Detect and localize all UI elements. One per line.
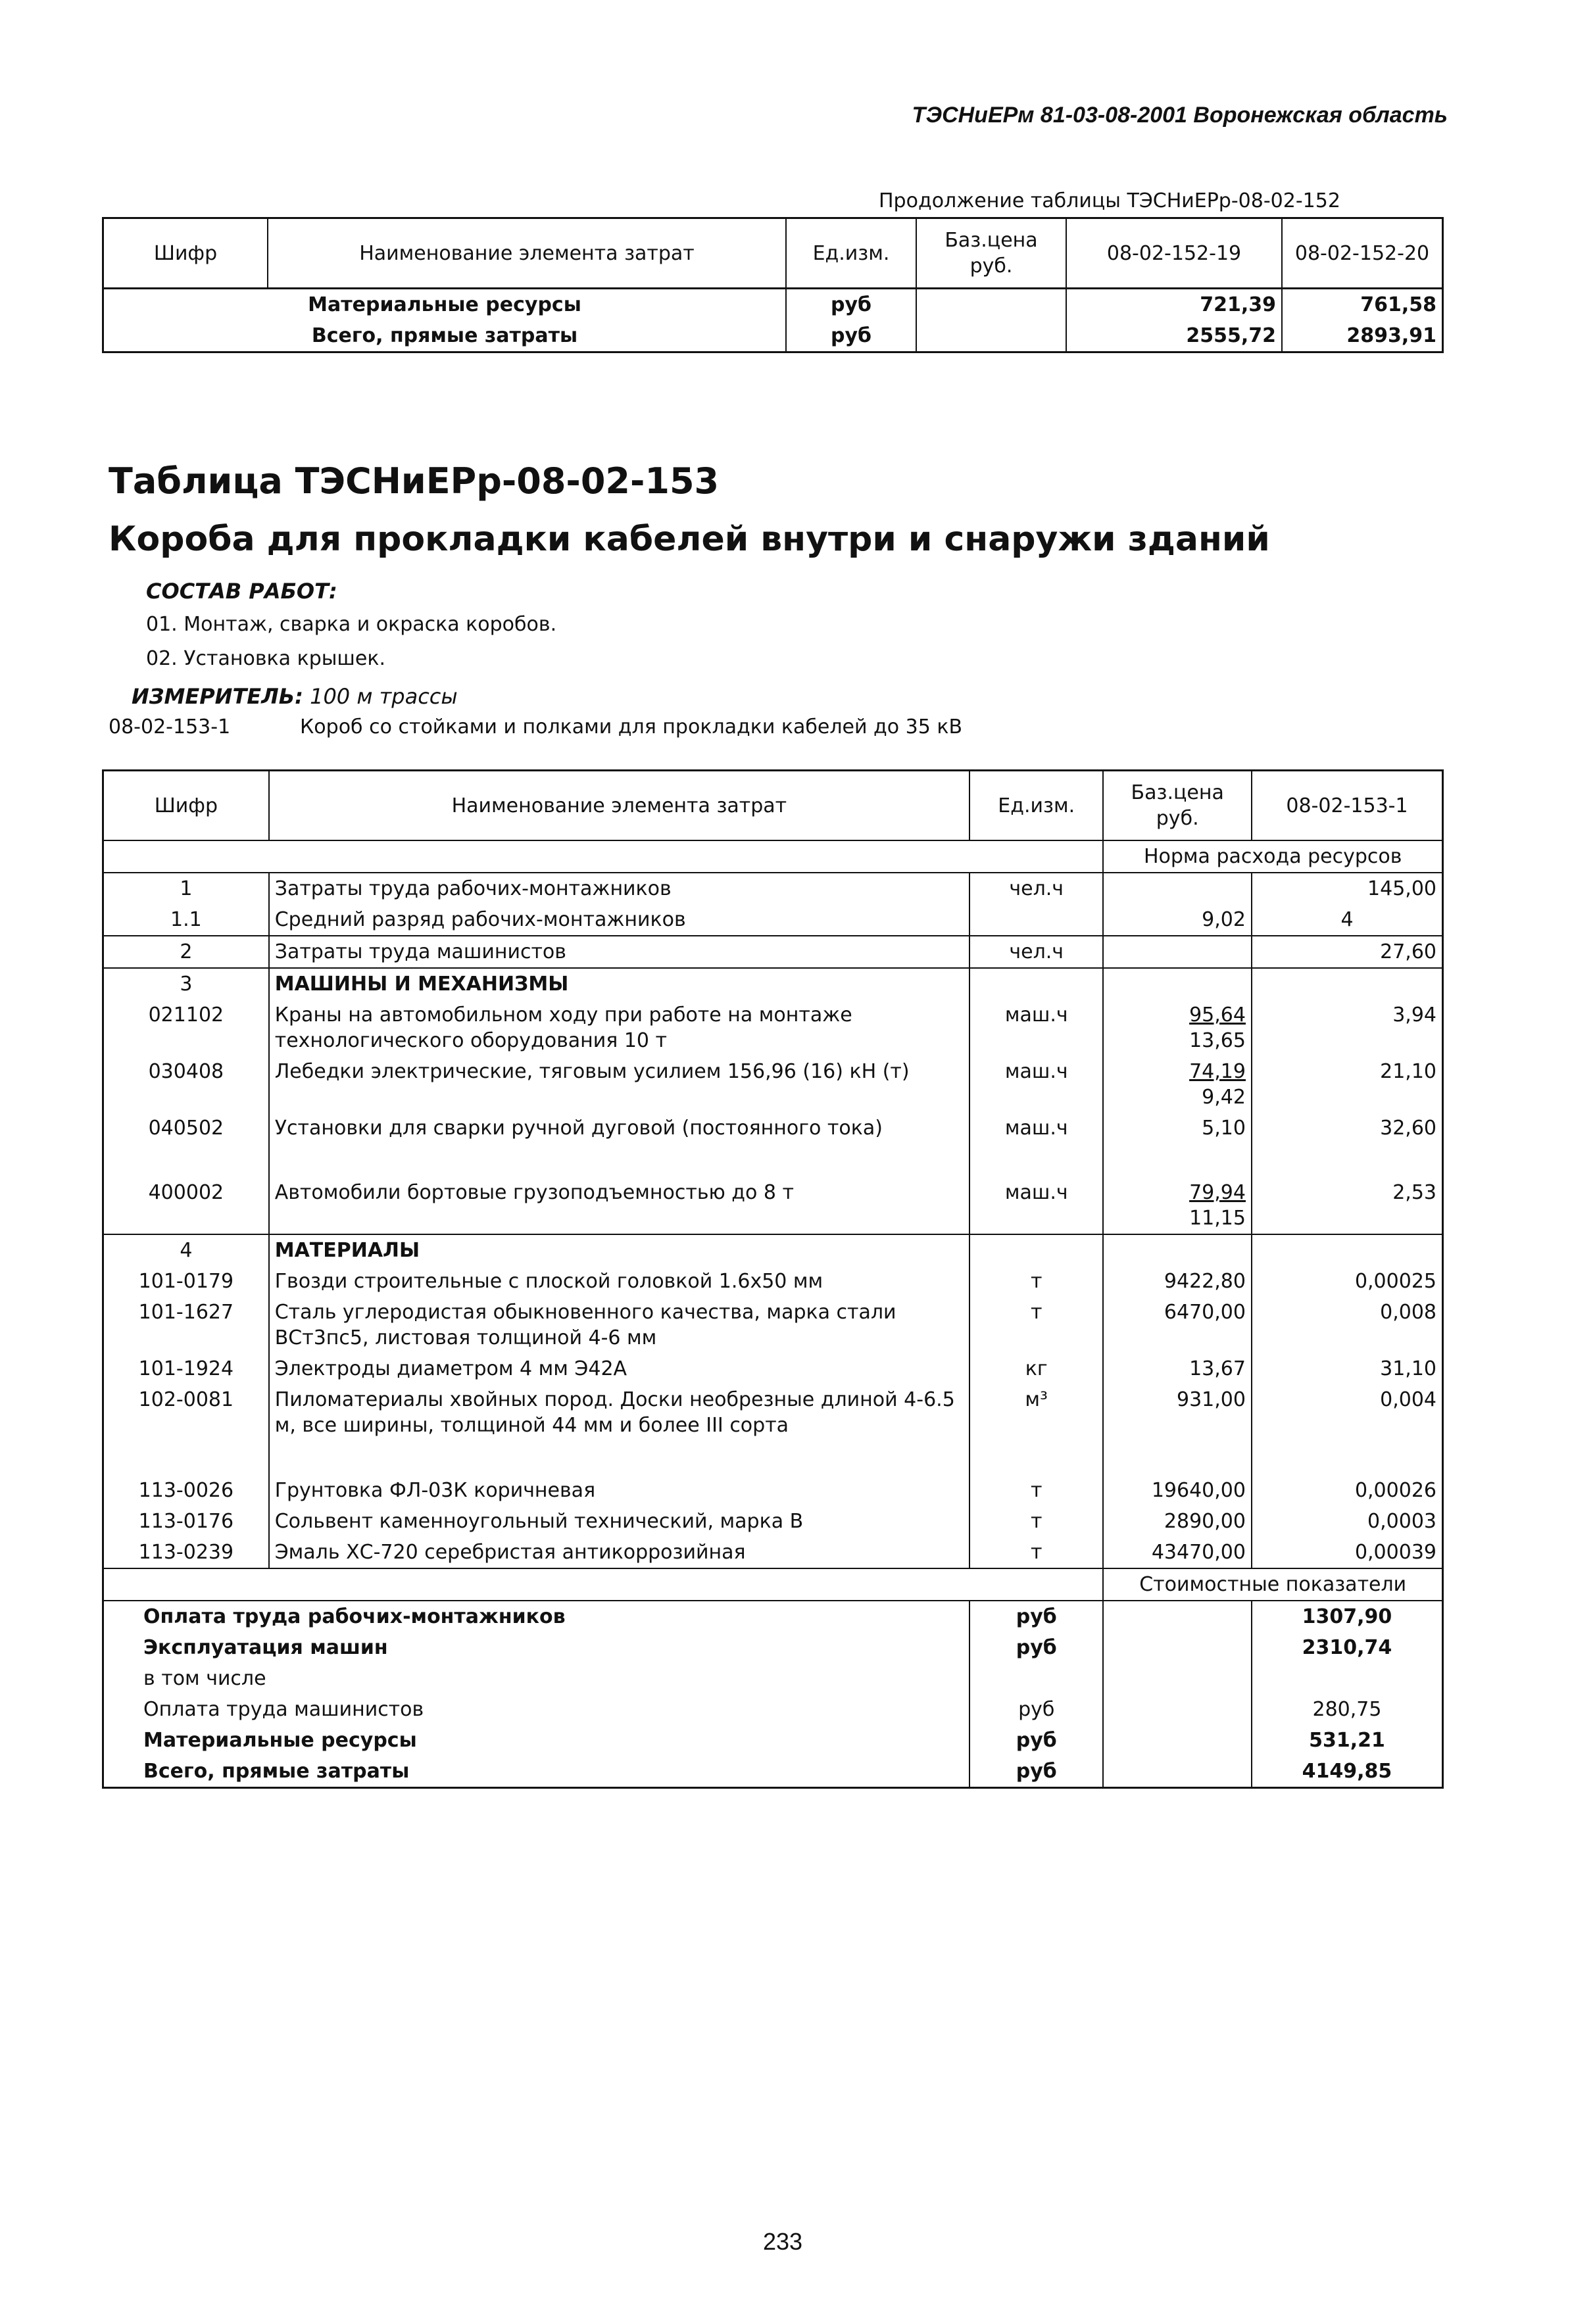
row-code: 030408 <box>103 1056 269 1113</box>
measure-value: 100 м трассы <box>310 684 458 709</box>
table-title: Таблица ТЭСНиЕРр-08-02-153 <box>109 460 720 502</box>
row-unit: т <box>969 1297 1103 1353</box>
table-row <box>103 1506 1443 1537</box>
header-cell: 08-02-152-19 <box>1066 218 1282 289</box>
cost-name: в том числе <box>103 1663 970 1694</box>
row-code: 3 <box>103 968 269 1000</box>
cost-name: Оплата труда рабочих-монтажников <box>103 1601 970 1632</box>
price-main: 74,19 <box>1189 1060 1246 1083</box>
norm-subheader: Норма расхода ресурсов <box>1103 840 1442 873</box>
row-value: 31,10 <box>1252 1353 1443 1384</box>
price-main: 79,94 <box>1189 1181 1246 1204</box>
cost-subheader: Стоимостные показатели <box>1103 1568 1442 1601</box>
header-cell: Наименование элемента затрат <box>269 771 969 841</box>
header-cell: Шифр <box>103 218 268 289</box>
page-number: 233 <box>763 2228 803 2255</box>
row-unit: м³ <box>969 1384 1103 1475</box>
header-cell: 08-02-152-20 <box>1282 218 1443 289</box>
row-price: 13,67 <box>1103 1353 1252 1384</box>
cost-unit: руб <box>969 1725 1103 1756</box>
price-labor: 9,42 <box>1202 1086 1246 1109</box>
cost-row <box>103 1756 1443 1788</box>
row-code: 113-0176 <box>103 1506 269 1537</box>
row-code: 101-1924 <box>103 1353 269 1384</box>
cost-value: 280,75 <box>1252 1694 1443 1725</box>
row-price: 931,00 <box>1103 1384 1252 1475</box>
cost-value: 1307,90 <box>1252 1601 1443 1632</box>
row-unit: руб <box>786 289 916 321</box>
table-row <box>103 904 1443 936</box>
row-value: 761,58 <box>1282 289 1443 321</box>
row-name: Гвозди строительные с плоской головкой 1.6х50 мм <box>269 1266 969 1297</box>
row-name: Материальные ресурсы <box>103 289 787 321</box>
row-value: 145,00 <box>1252 873 1443 904</box>
row-price: 19640,00 <box>1103 1475 1252 1506</box>
cost-unit: руб <box>969 1694 1103 1725</box>
row-price: 5,10 <box>1103 1113 1252 1177</box>
norm-code: 08-02-153-1 <box>109 715 231 738</box>
header-cell: Баз.цена руб. <box>1103 771 1252 841</box>
row-value: 2,53 <box>1252 1177 1443 1234</box>
work-item: 01. Монтаж, сварка и окраска коробов. <box>146 613 557 636</box>
cost-subheader-row <box>103 1568 1443 1601</box>
row-unit: чел.ч <box>969 873 1103 904</box>
table-row <box>103 1353 1443 1384</box>
section-row <box>103 1234 1443 1266</box>
row-code: 113-0239 <box>103 1537 269 1568</box>
cost-unit: руб <box>969 1632 1103 1663</box>
cost-name: Всего, прямые затраты <box>103 1756 970 1788</box>
row-price: 43470,00 <box>1103 1537 1252 1568</box>
row-price <box>1103 873 1252 904</box>
row-price <box>1103 936 1252 968</box>
table-row <box>103 1297 1443 1353</box>
cost-value: 4149,85 <box>1252 1756 1443 1788</box>
row-price <box>1103 1177 1252 1234</box>
table-row <box>103 1384 1443 1475</box>
row-unit: т <box>969 1266 1103 1297</box>
row-code: 1 <box>103 873 269 904</box>
table-row <box>103 1177 1443 1234</box>
row-code: 1.1 <box>103 904 269 936</box>
table-row <box>103 873 1443 904</box>
cost-row <box>103 1694 1443 1725</box>
row-value: 0,0003 <box>1252 1506 1443 1537</box>
row-code: 2 <box>103 936 269 968</box>
row-code: 101-1627 <box>103 1297 269 1353</box>
section-title: МАШИНЫ И МЕХАНИЗМЫ <box>269 968 969 1000</box>
row-price <box>1103 1056 1252 1113</box>
cost-unit: руб <box>969 1756 1103 1788</box>
row-unit: маш.ч <box>969 1056 1103 1113</box>
row-unit: т <box>969 1537 1103 1568</box>
cost-row <box>103 1725 1443 1756</box>
row-unit: кг <box>969 1353 1103 1384</box>
row-unit: руб <box>786 320 916 352</box>
works-label: СОСТАВ РАБОТ: <box>146 579 337 604</box>
cost-value: 2310,74 <box>1252 1632 1443 1663</box>
row-code: 021102 <box>103 1000 269 1056</box>
row-unit: т <box>969 1475 1103 1506</box>
row-name: Сталь углеродистая обыкновенного качества, марка стали ВСт3пс5, листовая толщиной 4-6 мм <box>269 1297 969 1353</box>
row-value: 721,39 <box>1066 289 1282 321</box>
row-price: 9422,80 <box>1103 1266 1252 1297</box>
row-name: Затраты труда рабочих-монтажников <box>269 873 969 904</box>
row-value: 0,004 <box>1252 1384 1443 1475</box>
table-subtitle: Короба для прокладки кабелей внутри и снаружи зданий <box>109 520 1270 559</box>
header-cell: 08-02-153-1 <box>1252 771 1443 841</box>
row-price: 9,02 <box>1103 904 1252 936</box>
row-code: 400002 <box>103 1177 269 1234</box>
row-name: Электроды диаметром 4 мм Э42А <box>269 1353 969 1384</box>
header-cell: Ед.изм. <box>969 771 1103 841</box>
norm-subheader-row <box>103 840 1443 873</box>
row-code: 101-0179 <box>103 1266 269 1297</box>
row-price <box>1103 1000 1252 1056</box>
table-row <box>103 320 1443 352</box>
table-header-row <box>103 771 1443 841</box>
row-unit: чел.ч <box>969 936 1103 968</box>
table-08-02-152-continued <box>102 217 1444 353</box>
table-row <box>103 1056 1443 1113</box>
row-unit: т <box>969 1506 1103 1537</box>
row-value: 2555,72 <box>1066 320 1282 352</box>
row-value: 2893,91 <box>1282 320 1443 352</box>
price-labor: 11,15 <box>1189 1207 1246 1230</box>
running-header: ТЭСНиЕРм 81-03-08-2001 Воронежская область <box>912 103 1448 128</box>
row-name: Эмаль ХС-720 серебристая антикоррозийная <box>269 1537 969 1568</box>
row-name: Всего, прямые затраты <box>103 320 787 352</box>
section-title: МАТЕРИАЛЫ <box>269 1234 969 1266</box>
row-name: Лебедки электрические, тяговым усилием 156,96 (16) кН (т) <box>269 1056 969 1113</box>
row-unit: маш.ч <box>969 1000 1103 1056</box>
cost-value: 531,21 <box>1252 1725 1443 1756</box>
row-value: 0,00039 <box>1252 1537 1443 1568</box>
row-value: 0,00025 <box>1252 1266 1443 1297</box>
table-row <box>103 289 1443 321</box>
table-row <box>103 1266 1443 1297</box>
header-cell: Баз.цена руб. <box>916 218 1066 289</box>
header-cell: Ед.изм. <box>786 218 916 289</box>
table-row <box>103 1000 1443 1056</box>
row-value: 4 <box>1252 904 1443 936</box>
header-cell: Наименование элемента затрат <box>268 218 786 289</box>
price-main: 95,64 <box>1189 1004 1246 1027</box>
row-price <box>916 289 1066 321</box>
row-value: 21,10 <box>1252 1056 1443 1113</box>
table-row <box>103 936 1443 968</box>
row-price: 2890,00 <box>1103 1506 1252 1537</box>
row-name: Установки для сварки ручной дуговой (постоянного тока) <box>269 1113 969 1177</box>
table-08-02-153 <box>102 769 1444 1789</box>
row-name: Средний разряд рабочих-монтажников <box>269 904 969 936</box>
table-header-row <box>103 218 1443 289</box>
row-price <box>916 320 1066 352</box>
cost-row <box>103 1632 1443 1663</box>
cost-unit: руб <box>969 1601 1103 1632</box>
row-value: 0,008 <box>1252 1297 1443 1353</box>
row-code: 4 <box>103 1234 269 1266</box>
header-cell: Шифр <box>103 771 269 841</box>
measure-label: ИЗМЕРИТЕЛЬ: <box>132 684 303 709</box>
table-row <box>103 1475 1443 1506</box>
row-name: Пиломатериалы хвойных пород. Доски необрезные длиной 4-6.5 м, все ширины, толщиной 44 мм и более III сорта <box>269 1384 969 1475</box>
cost-row <box>103 1601 1443 1632</box>
row-name: Сольвент каменноугольный технический, марка В <box>269 1506 969 1537</box>
price-labor: 13,65 <box>1189 1029 1246 1052</box>
continuation-caption: Продолжение таблицы ТЭСНиЕРр-08-02-152 <box>879 189 1340 212</box>
cost-row <box>103 1663 1443 1694</box>
row-code: 113-0026 <box>103 1475 269 1506</box>
row-unit: маш.ч <box>969 1177 1103 1234</box>
table-row <box>103 1537 1443 1568</box>
row-name: Грунтовка ФЛ-03К коричневая <box>269 1475 969 1506</box>
section-row <box>103 968 1443 1000</box>
row-name: Автомобили бортовые грузоподъемностью до 8 т <box>269 1177 969 1234</box>
cost-name: Оплата труда машинистов <box>103 1694 970 1725</box>
row-price: 6470,00 <box>1103 1297 1252 1353</box>
row-unit <box>969 904 1103 936</box>
row-name: Затраты труда машинистов <box>269 936 969 968</box>
cost-name: Эксплуатация машин <box>103 1632 970 1663</box>
row-value: 32,60 <box>1252 1113 1443 1177</box>
row-code: 102-0081 <box>103 1384 269 1475</box>
row-name: Краны на автомобильном ходу при работе на монтаже технологического оборудования 10 т <box>269 1000 969 1056</box>
cost-name: Материальные ресурсы <box>103 1725 970 1756</box>
row-value: 0,00026 <box>1252 1475 1443 1506</box>
row-code: 040502 <box>103 1113 269 1177</box>
norm-description: Короб со стойками и полками для прокладки кабелей до 35 кВ <box>300 715 963 738</box>
row-unit: маш.ч <box>969 1113 1103 1177</box>
table-row <box>103 1113 1443 1177</box>
measure-line <box>132 684 458 709</box>
row-value: 3,94 <box>1252 1000 1443 1056</box>
row-value: 27,60 <box>1252 936 1443 968</box>
work-item: 02. Установка крышек. <box>146 647 385 670</box>
